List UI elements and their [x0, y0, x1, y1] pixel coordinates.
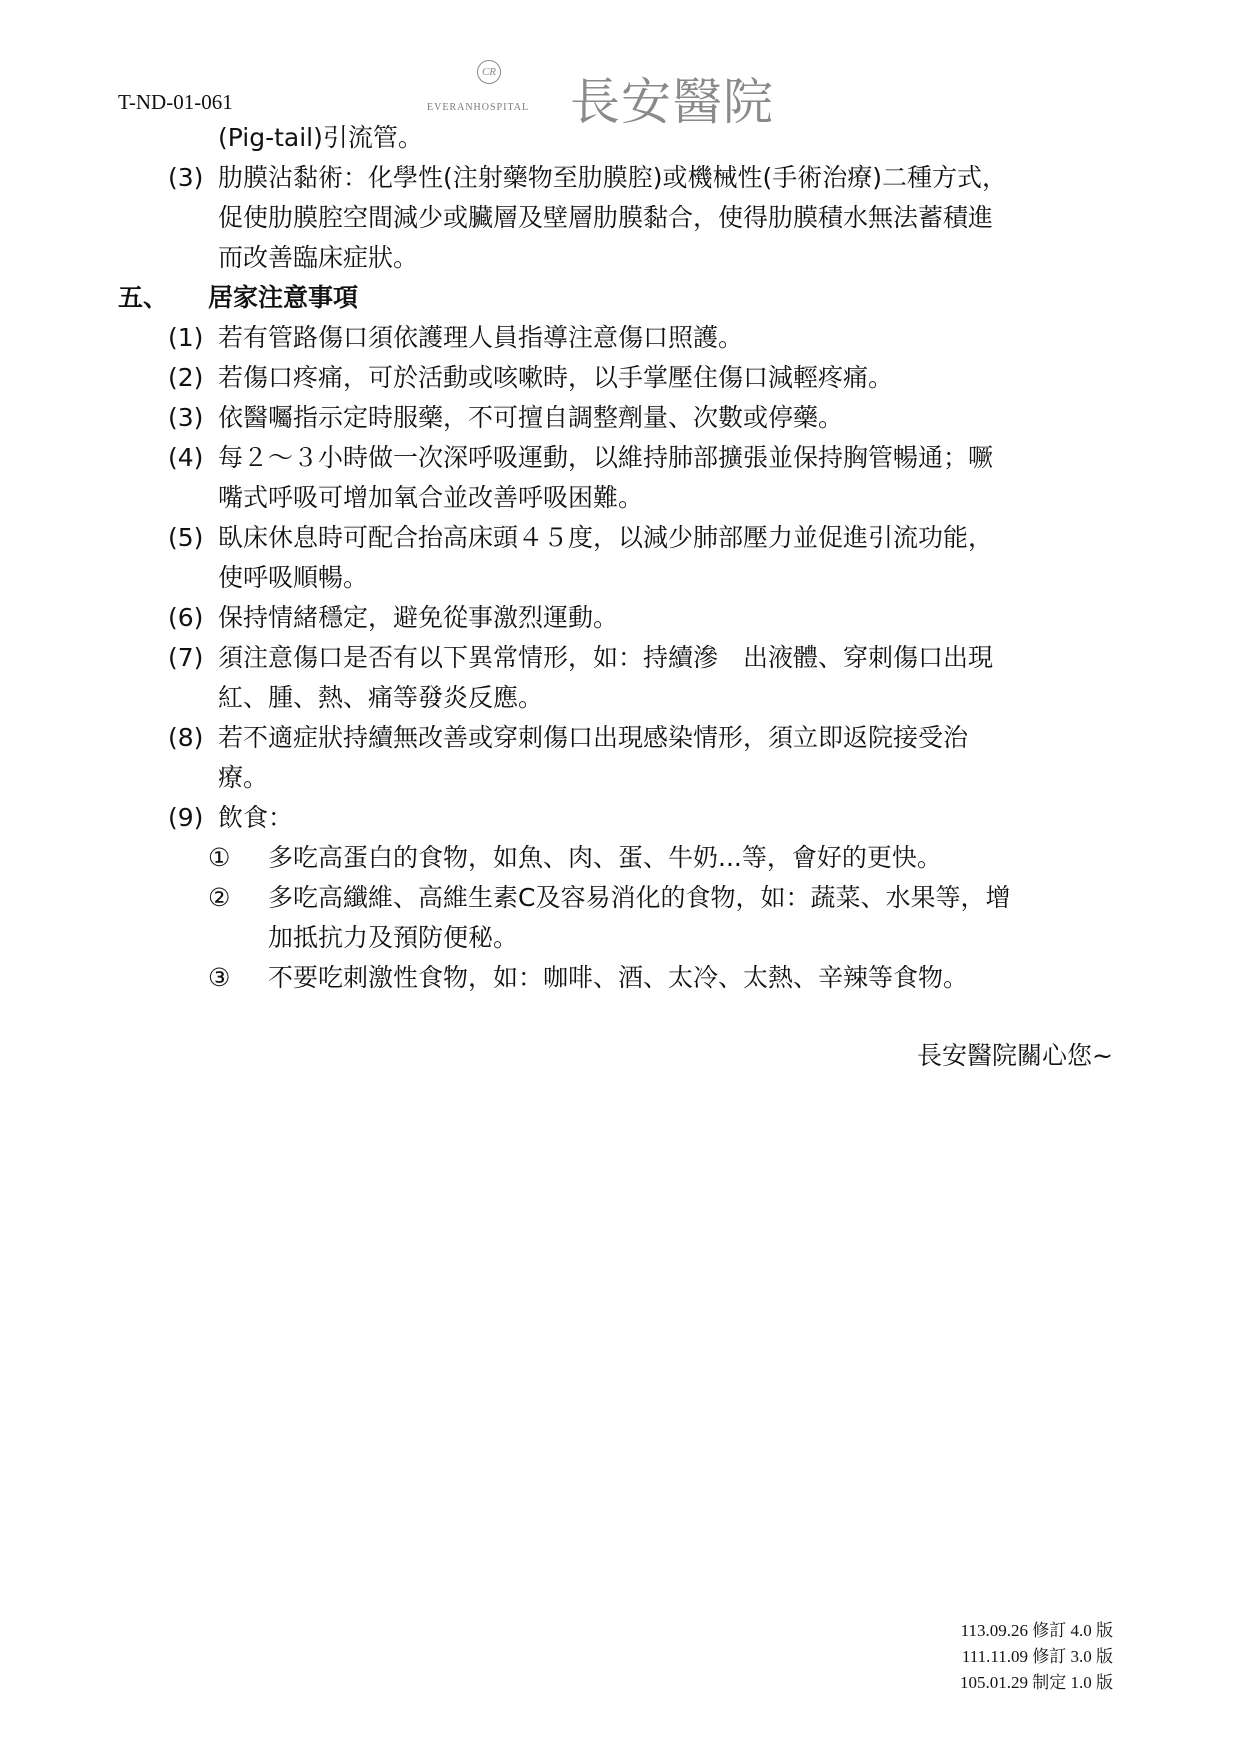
- document-code: T-ND-01-061: [118, 90, 233, 114]
- item-text-line: 若傷口疼痛，可於活動或咳嗽時，以手掌壓住傷口減輕疼痛。: [218, 363, 894, 392]
- item-text-line: 促使肋膜腔空間減少或臟層及壁層肋膜黏合，使得肋膜積水無法蓄積進: [218, 203, 994, 232]
- diet-marker: ③: [208, 963, 231, 992]
- item-number: (8): [168, 723, 204, 752]
- diet-marker: ①: [208, 843, 231, 872]
- item-number: (7): [168, 643, 204, 672]
- item-number: (9): [168, 803, 204, 832]
- logo-emblem-icon: CR: [477, 60, 501, 84]
- item-text-line: 若不適症狀持續無改善或穿刺傷口出現感染情形，須立即返院接受治: [218, 723, 969, 752]
- item-text-line: 療。: [218, 763, 269, 792]
- version-line: 105.01.29 制定 1.0 版: [960, 1673, 1113, 1692]
- item-text-line: 臥床休息時可配合抬高床頭４５度，以減少肺部壓力並促進引流功能，: [218, 523, 994, 552]
- diet-text-line: 加抵抗力及預防便秘。: [268, 923, 519, 952]
- item-text-line: 每２～３小時做一次深呼吸運動，以維持肺部擴張並保持胸管暢通；噘: [218, 443, 994, 472]
- item-text-line: 保持情緒穩定，避免從事激烈運動。: [218, 603, 619, 632]
- item-text-line: 嘴式呼吸可增加氧合並改善呼吸困難。: [218, 483, 644, 512]
- version-history: [960, 1618, 1113, 1696]
- item-text-line: 若有管路傷口須依護理人員指導注意傷口照護。: [218, 323, 744, 352]
- closing-remark: 長安醫院關心您~: [917, 1041, 1113, 1070]
- item-number: (3): [168, 163, 204, 192]
- item-text-line: 使呼吸順暢。: [218, 563, 369, 592]
- item-number: (6): [168, 603, 204, 632]
- continued-line: (Pig-tail)引流管。: [218, 123, 423, 152]
- logo-chinese-name: 長安醫院: [570, 73, 774, 131]
- item-text-line: 而改善臨床症狀。: [218, 243, 419, 272]
- item-number: (2): [168, 363, 204, 392]
- diet-text-line: 不要吃刺激性食物，如：咖啡、酒、太冷、太熱、辛辣等食物。: [268, 963, 969, 992]
- item-text-line: 依醫囑指示定時服藥，不可擅自調整劑量、次數或停藥。: [218, 403, 844, 432]
- item-number: (4): [168, 443, 204, 472]
- item-text-line: 肋膜沾黏術：化學性(注射藥物至肋膜腔)或機械性(手術治療)二種方式，: [218, 163, 1008, 192]
- version-line: 113.09.26 修訂 4.0 版: [960, 1621, 1113, 1640]
- diet-marker: ②: [208, 883, 231, 912]
- item-number: (1): [168, 323, 204, 352]
- version-line: 111.11.09 修訂 3.0 版: [961, 1647, 1113, 1666]
- diet-text-line: 多吃高纖維、高維生素C及容易消化的食物，如：蔬菜、水果等，增: [268, 883, 1011, 912]
- section-title: 居家注意事項: [208, 283, 359, 312]
- section-number: 五、: [118, 283, 169, 312]
- logo-english-name: EVERANHOSPITAL: [427, 102, 530, 113]
- item-number: (3): [168, 403, 204, 432]
- item-number: (5): [168, 523, 204, 552]
- diet-text-line: 多吃高蛋白的食物，如魚、肉、蛋、牛奶...等，會好的更快。: [268, 843, 942, 872]
- item-text-line: 須注意傷口是否有以下異常情形，如：持續滲 出液體、穿刺傷口出現: [218, 643, 994, 672]
- item-text-line: 紅、腫、熱、痛等發炎反應。: [218, 683, 544, 712]
- item-text-line: 飲食：: [218, 803, 294, 832]
